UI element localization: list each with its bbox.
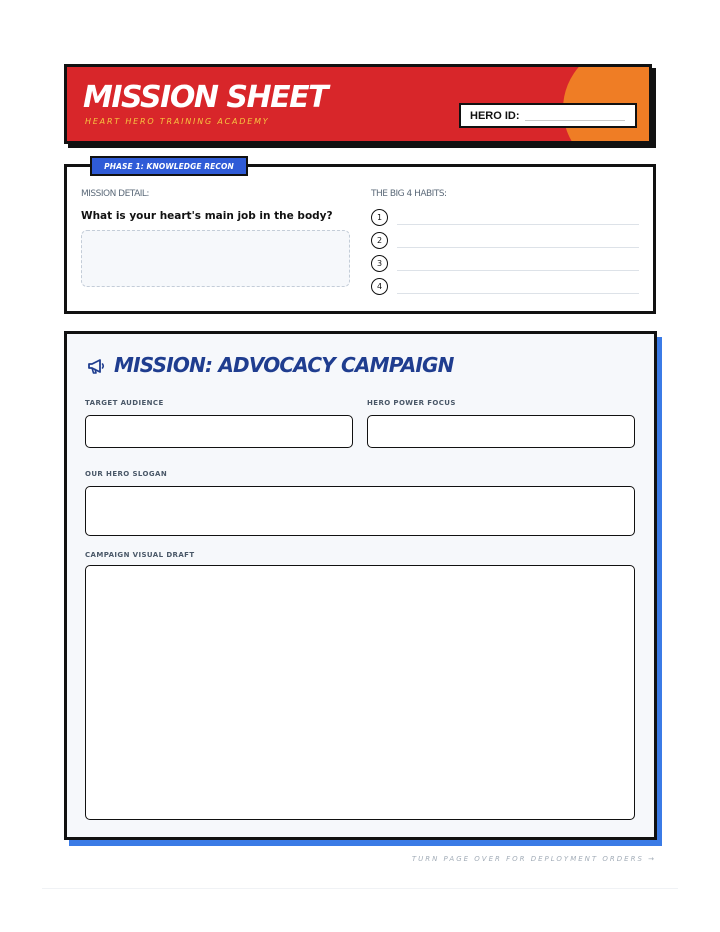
habit-number: 3 <box>371 255 388 272</box>
hero-id-field[interactable] <box>459 103 637 128</box>
habits-label: THE BIG 4 HABITS: <box>371 189 447 199</box>
slogan-input[interactable] <box>85 486 635 536</box>
hero-power-input[interactable] <box>367 415 635 448</box>
phase-tag: PHASE 1: KNOWLEDGE RECON <box>90 156 248 176</box>
mission-answer-box[interactable] <box>81 230 350 287</box>
megaphone-icon <box>86 356 106 376</box>
page-subtitle: HEART HERO TRAINING ACADEMY <box>85 117 270 126</box>
visual-draft-box[interactable] <box>85 565 635 820</box>
habit-row[interactable] <box>371 209 639 226</box>
habit-answer-line[interactable] <box>397 247 639 248</box>
footer-note: TURN PAGE OVER FOR DEPLOYMENT ORDERS → <box>411 855 656 863</box>
footer-divider <box>42 888 678 889</box>
hero-id-label: HERO ID: <box>470 109 520 122</box>
habit-row[interactable] <box>371 232 639 249</box>
habit-answer-line[interactable] <box>397 224 639 225</box>
hero-id-input-line[interactable] <box>525 110 626 121</box>
hero-power-label: HERO POWER FOCUS <box>367 399 456 407</box>
slogan-label: OUR HERO SLOGAN <box>85 470 168 478</box>
habit-number: 4 <box>371 278 388 295</box>
mission-question: What is your heart's main job in the body? <box>81 210 333 222</box>
campaign-title: MISSION: ADVOCACY CAMPAIGN <box>114 353 454 377</box>
visual-draft-label: CAMPAIGN VISUAL DRAFT <box>85 551 195 559</box>
habit-answer-line[interactable] <box>397 293 639 294</box>
habit-number: 1 <box>371 209 388 226</box>
mission-header <box>64 64 652 144</box>
habit-row[interactable] <box>371 255 639 272</box>
target-audience-input[interactable] <box>85 415 353 448</box>
habit-answer-line[interactable] <box>397 270 639 271</box>
target-audience-label: TARGET AUDIENCE <box>85 399 164 407</box>
habit-number: 2 <box>371 232 388 249</box>
mission-detail-label: MISSION DETAIL: <box>81 189 149 199</box>
habit-row[interactable] <box>371 278 639 295</box>
page-title: MISSION SHEET <box>83 80 328 115</box>
